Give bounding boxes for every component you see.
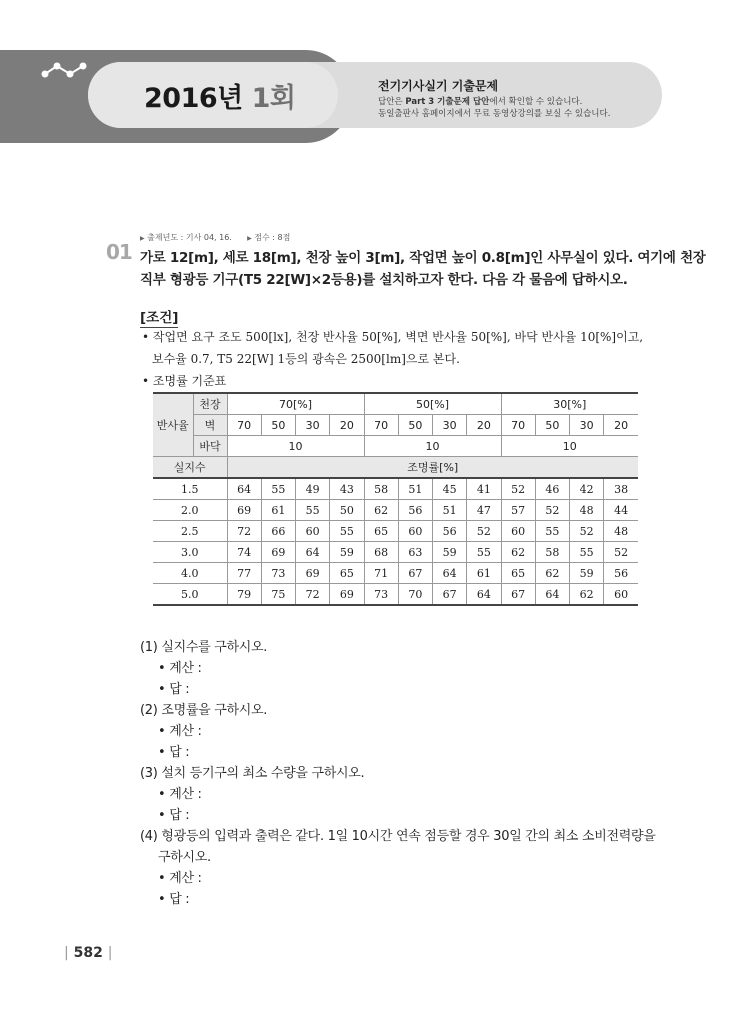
wall-value: 30: [433, 415, 467, 436]
utilization-cell: 47: [467, 500, 501, 521]
utilization-cell: 64: [467, 584, 501, 606]
room-index-cell: 3.0: [153, 542, 227, 563]
utilization-cell: 59: [570, 563, 604, 584]
utilization-cell: 51: [433, 500, 467, 521]
triangle-bullet-icon: ▶: [140, 235, 145, 242]
utilization-cell: 49: [296, 478, 330, 500]
utilization-cell: 64: [227, 478, 261, 500]
utilization-cell: 72: [227, 521, 261, 542]
question-number: 01: [106, 240, 132, 264]
calc-label: • 계산 :: [158, 661, 202, 676]
table-row-labels: [153, 457, 638, 479]
utilization-cell: 59: [330, 542, 364, 563]
utilization-cell: 59: [433, 542, 467, 563]
wall-value: 50: [261, 415, 295, 436]
utilization-cell: 60: [604, 584, 638, 606]
table-row: [153, 521, 638, 542]
utilization-table: [153, 392, 638, 606]
utilization-cell: 55: [261, 478, 295, 500]
utilization-cell: 48: [570, 500, 604, 521]
condition-line-2: 보수율 0.7, T5 22[W] 1등의 광속은 2500[lm]으로 본다.: [152, 352, 460, 366]
utilization-cell: 67: [398, 563, 432, 584]
exam-year-title: [144, 76, 296, 115]
utilization-cell: 79: [227, 584, 261, 606]
table-body: [153, 478, 638, 605]
room-index-cell: 2.0: [153, 500, 227, 521]
utilization-cell: 70: [398, 584, 432, 606]
utilization-cell: 75: [261, 584, 295, 606]
divider: |: [107, 945, 113, 961]
wall-header: 벽: [193, 415, 227, 436]
utilization-cell: 56: [398, 500, 432, 521]
utilization-cell: 52: [501, 478, 535, 500]
utilization-cell: 72: [296, 584, 330, 606]
utilization-cell: 64: [535, 584, 569, 606]
utilization-cell: 65: [501, 563, 535, 584]
utilization-cell: 46: [535, 478, 569, 500]
exam-year-meta: 출제년도 : 기사 04, 16.: [147, 233, 232, 242]
answer-label: • 답 :: [158, 745, 190, 760]
wall-value: 50: [535, 415, 569, 436]
room-index-cell: 1.5: [153, 478, 227, 500]
utilization-cell: 69: [227, 500, 261, 521]
utilization-cell: 38: [604, 478, 638, 500]
utilization-cell: 65: [364, 521, 398, 542]
room-index-header: 실지수: [153, 457, 227, 479]
table-row: [153, 563, 638, 584]
question-text-line-1: 가로 12[m], 세로 18[m], 천장 높이 3[m], 작업면 높이 0.8[m]인 사무실이 있다. 여기에 천장: [140, 250, 706, 266]
utilization-cell: 41: [467, 478, 501, 500]
utilization-cell: 50: [330, 500, 364, 521]
wall-value: 30: [296, 415, 330, 436]
utilization-cell: 69: [296, 563, 330, 584]
calc-label: • 계산 :: [158, 787, 202, 802]
utilization-cell: 51: [398, 478, 432, 500]
utilization-cell: 52: [604, 542, 638, 563]
floor-value: 10: [364, 436, 501, 457]
answer-label: • 답 :: [158, 682, 190, 697]
info-line1-pre: 답안은: [378, 97, 406, 107]
triangle-bullet-icon: ▶: [247, 235, 252, 242]
wall-value: 20: [467, 415, 501, 436]
utilization-cell: 60: [296, 521, 330, 542]
score-meta: 점수 : 8점: [254, 233, 291, 242]
calc-label: • 계산 :: [158, 871, 202, 886]
exam-round: 1회: [251, 83, 296, 114]
utilization-cell: 67: [433, 584, 467, 606]
question-meta: [140, 232, 290, 243]
utilization-cell: 61: [467, 563, 501, 584]
exam-info-line-1: [378, 95, 582, 107]
utilization-cell: 64: [433, 563, 467, 584]
utilization-cell: 61: [261, 500, 295, 521]
utilization-cell: 64: [296, 542, 330, 563]
page-number-footer: [64, 945, 112, 961]
condition-line-1: • 작업면 요구 조도 500[lx], 천장 반사율 50[%], 벽면 반사율 50[%], 바닥 반사율 10[%]이고,: [142, 330, 644, 344]
sub-question-4-line-1: (4) 형광등의 입력과 출력은 같다. 1일 10시간 연속 점등할 경우 30일 간의 최소 소비전력량을: [140, 829, 656, 844]
utilization-cell: 63: [398, 542, 432, 563]
table-row: [153, 584, 638, 606]
sub-question-2: (2) 조명률을 구하시오.: [140, 703, 268, 718]
utilization-cell: 57: [501, 500, 535, 521]
utilization-cell: 58: [364, 478, 398, 500]
utilization-cell: 60: [398, 521, 432, 542]
utilization-cell: 73: [364, 584, 398, 606]
table-row-ceiling: [153, 393, 638, 415]
floor-header: 바닥: [193, 436, 227, 457]
utilization-cell: 71: [364, 563, 398, 584]
ceiling-group: 30[%]: [501, 393, 638, 415]
wall-value: 70: [501, 415, 535, 436]
utilization-cell: 48: [604, 521, 638, 542]
utilization-cell: 55: [330, 521, 364, 542]
sub-question-3: (3) 설치 등기구의 최소 수량을 구하시오.: [140, 766, 365, 781]
utilization-cell: 52: [570, 521, 604, 542]
utilization-cell: 42: [570, 478, 604, 500]
utilization-cell: 62: [364, 500, 398, 521]
utilization-cell: 74: [227, 542, 261, 563]
utilization-cell: 55: [467, 542, 501, 563]
answer-label: • 답 :: [158, 892, 190, 907]
utilization-cell: 62: [570, 584, 604, 606]
utilization-cell: 73: [261, 563, 295, 584]
table-row: [153, 478, 638, 500]
utilization-cell: 62: [535, 563, 569, 584]
utilization-cell: 55: [570, 542, 604, 563]
sub-question-4-line-2: 구하시오.: [158, 850, 211, 865]
table-row: [153, 500, 638, 521]
calc-label: • 계산 :: [158, 724, 202, 739]
room-index-cell: 5.0: [153, 584, 227, 606]
exam-info-title: 전기기사실기 기출문제: [378, 79, 499, 93]
wall-value: 30: [570, 415, 604, 436]
floor-value: 10: [501, 436, 638, 457]
reflectance-header: 반사율: [153, 393, 193, 457]
utilization-cell: 65: [330, 563, 364, 584]
info-line1-post: 에서 확인할 수 있습니다.: [489, 97, 583, 107]
sub-question-1: (1) 실지수를 구하시오.: [140, 640, 268, 655]
exam-year: 2016년: [144, 83, 243, 114]
room-index-cell: 4.0: [153, 563, 227, 584]
utilization-cell: 62: [501, 542, 535, 563]
room-index-cell: 2.5: [153, 521, 227, 542]
utilization-cell: 69: [261, 542, 295, 563]
utilization-cell: 68: [364, 542, 398, 563]
page-number: 582: [73, 945, 103, 961]
utilization-cell: 60: [501, 521, 535, 542]
wall-value: 70: [364, 415, 398, 436]
condition-title: [조건]: [140, 306, 178, 328]
utilization-cell: 67: [501, 584, 535, 606]
utilization-cell: 44: [604, 500, 638, 521]
info-line1-bold: Part 3 기출문제 답안: [405, 97, 490, 107]
ceiling-group: 70[%]: [227, 393, 364, 415]
wall-value: 70: [227, 415, 261, 436]
utilization-cell: 56: [604, 563, 638, 584]
table-row: [153, 542, 638, 563]
divider: |: [64, 945, 69, 961]
utilization-cell: 66: [261, 521, 295, 542]
utilization-cell: 69: [330, 584, 364, 606]
exam-info-line-2: 동일출판사 홈페이지에서 무료 동영상강의를 보실 수 있습니다.: [378, 109, 611, 119]
wall-value: 20: [604, 415, 638, 436]
wall-value: 20: [330, 415, 364, 436]
ceiling-header: 천장: [193, 393, 227, 415]
answer-label: • 답 :: [158, 808, 190, 823]
floor-value: 10: [227, 436, 364, 457]
question-text-line-2: 직부 형광등 기구(T5 22[W]×2등용)를 설치하고자 한다. 다음 각 물음에 답하시오.: [140, 272, 628, 288]
utilization-cell: 58: [535, 542, 569, 563]
utilization-cell: 55: [535, 521, 569, 542]
wall-value: 50: [398, 415, 432, 436]
utilization-cell: 43: [330, 478, 364, 500]
table-row-floor: [153, 436, 638, 457]
table-row-wall: [153, 415, 638, 436]
utilization-header: 조명률[%]: [227, 457, 638, 479]
utilization-cell: 52: [467, 521, 501, 542]
utilization-cell: 56: [433, 521, 467, 542]
ceiling-group: 50[%]: [364, 393, 501, 415]
dots-decoration-icon: [40, 58, 90, 82]
utilization-cell: 52: [535, 500, 569, 521]
utilization-cell: 45: [433, 478, 467, 500]
utilization-cell: 77: [227, 563, 261, 584]
table-caption: • 조명률 기준표: [142, 374, 227, 388]
utilization-cell: 55: [296, 500, 330, 521]
